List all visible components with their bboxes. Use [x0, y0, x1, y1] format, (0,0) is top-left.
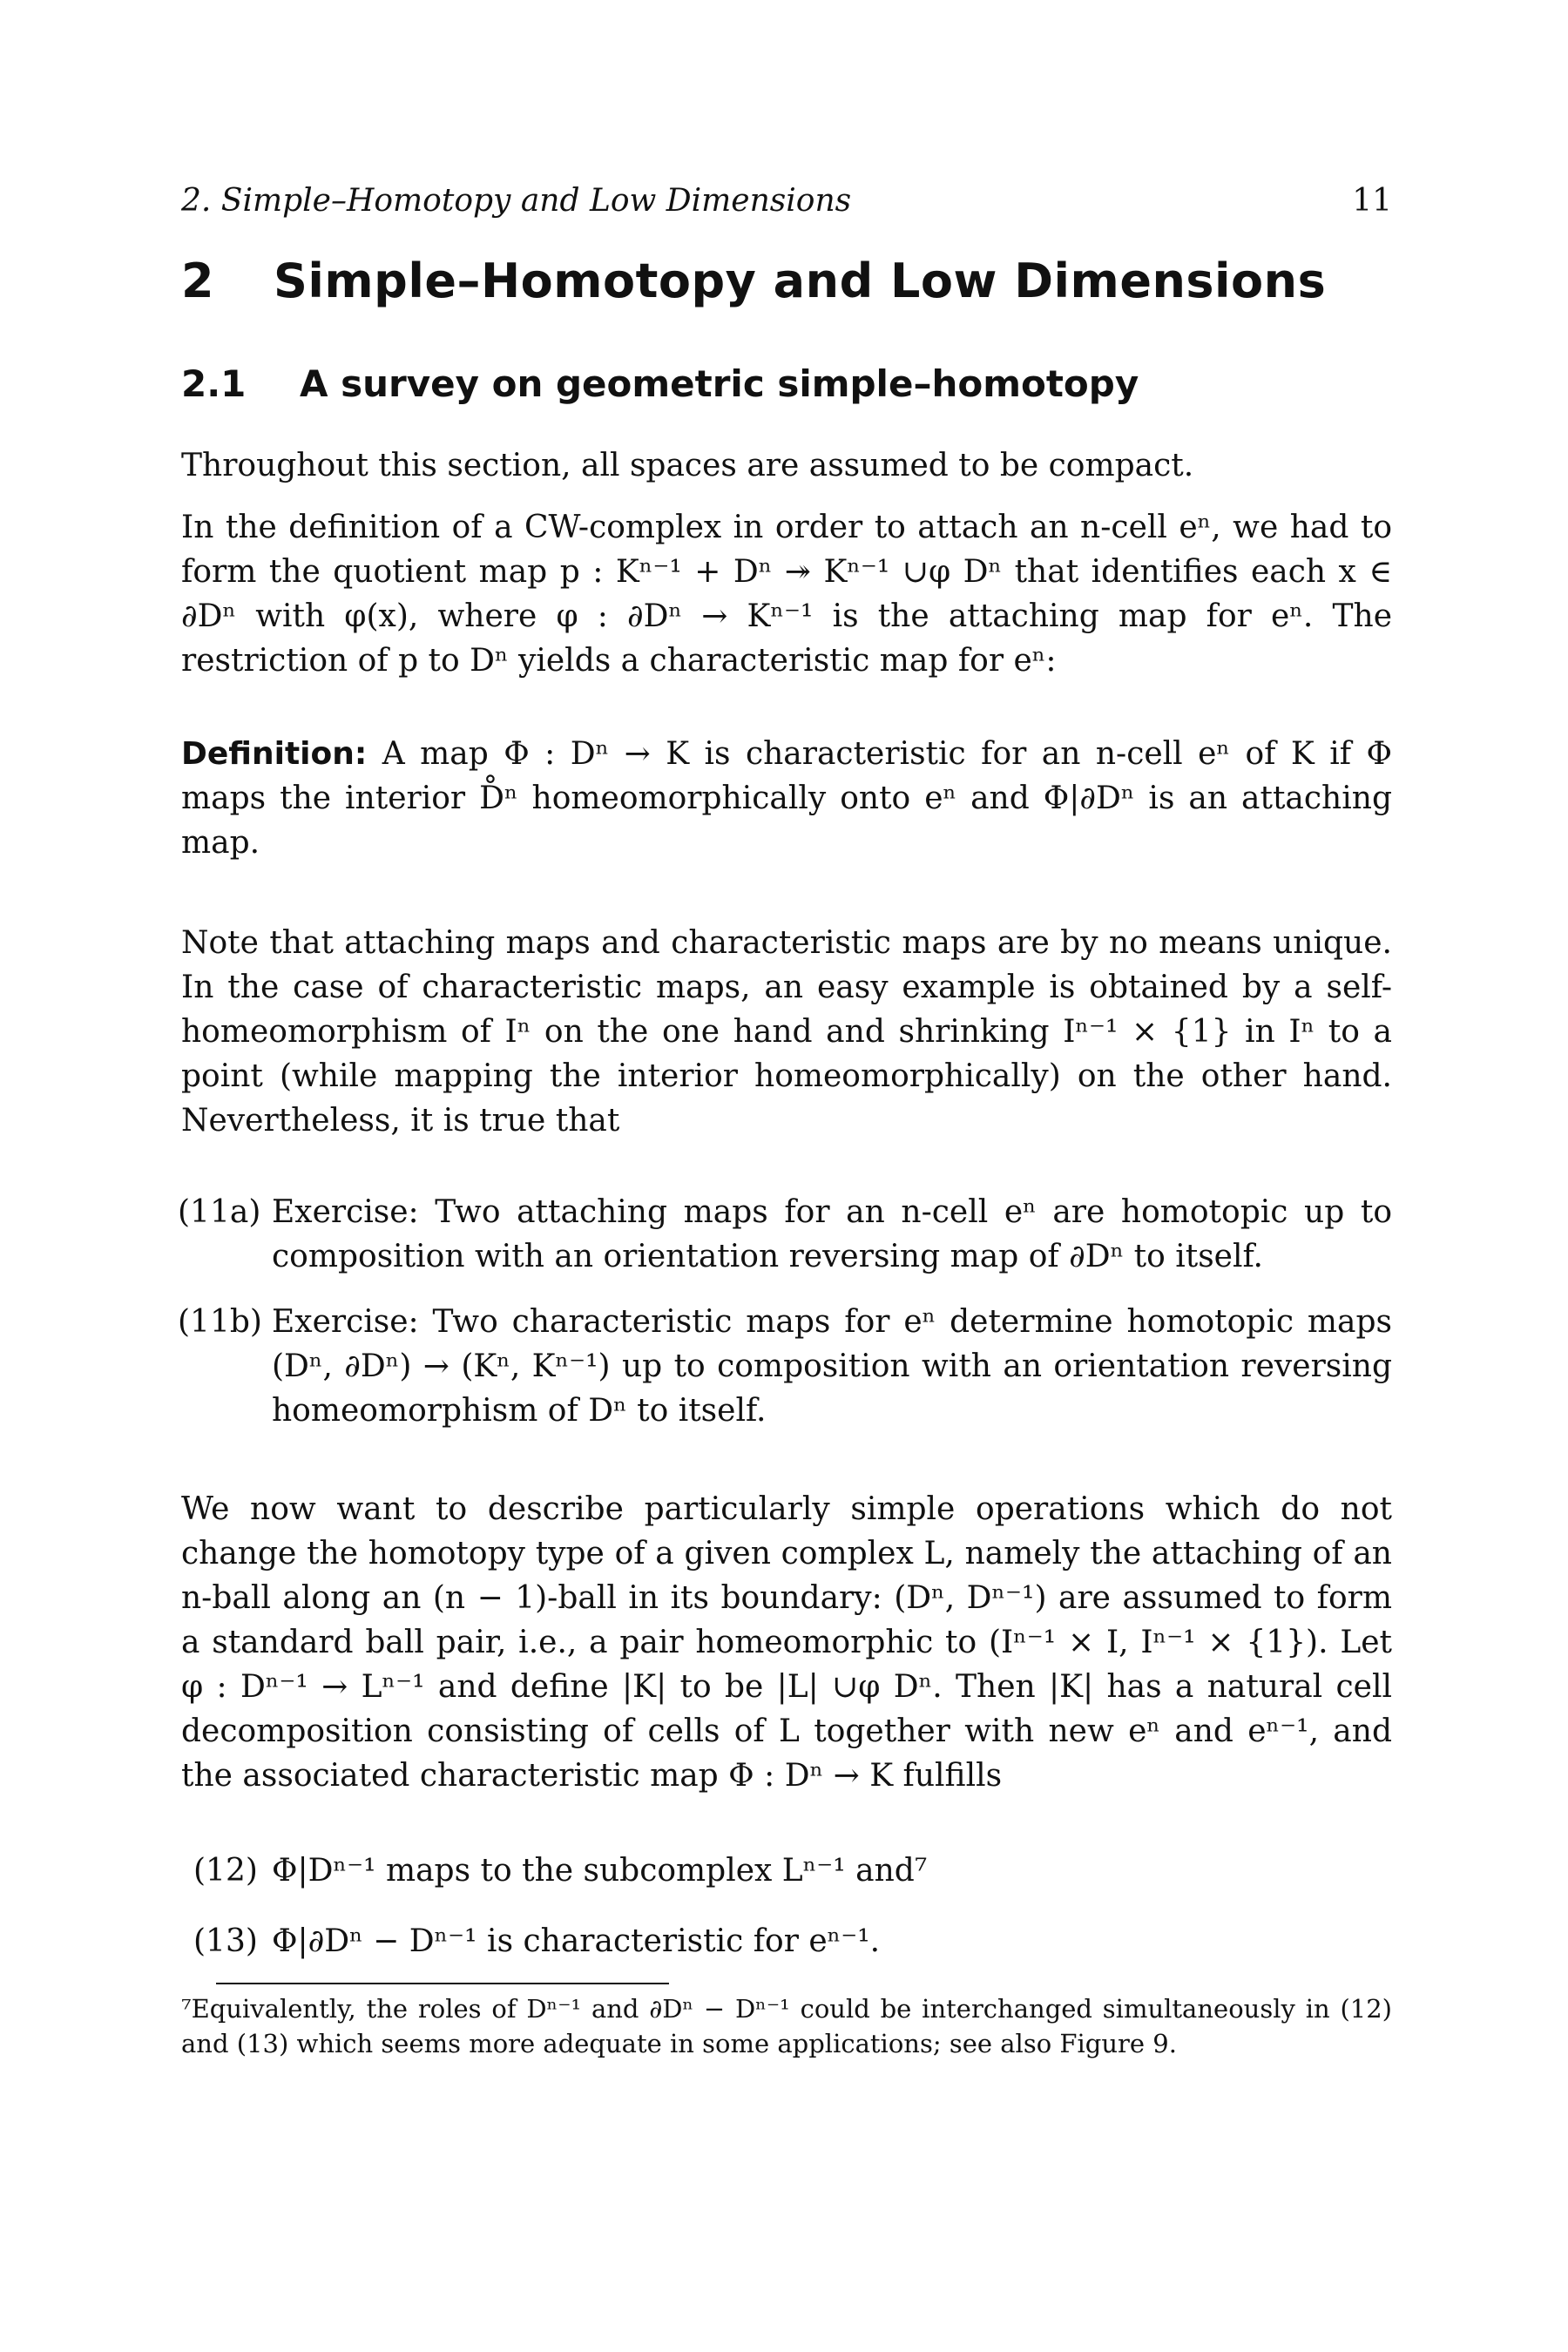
exercise-label: (11a) [178, 1194, 261, 1230]
condition-label: (12) [193, 1853, 258, 1889]
exercise-label: (11b) [178, 1304, 262, 1340]
section-title: A survey on geometric simple–homotopy [300, 362, 1139, 405]
exercise-11b [178, 1300, 1392, 1433]
definition-label: Definition: [181, 736, 368, 772]
section-number: 2.1 [181, 362, 247, 405]
footnote-rule [216, 1983, 669, 1984]
section-heading [181, 362, 1392, 405]
paragraph-cw-complex: In the definition of a CW-complex in order to attach an n-cell eⁿ, we had to form the quotient map p : Kⁿ⁻¹ + Dⁿ ↠ Kⁿ⁻¹ ∪φ Dⁿ that identifies each x ∈ ∂Dⁿ with φ(x), where φ : ∂Dⁿ → Kⁿ⁻¹ is the attaching map for eⁿ. The restriction of p to Dⁿ yields a characteristic map for eⁿ: [181, 510, 1392, 679]
running-head [181, 183, 1392, 219]
chapter-heading [181, 253, 1392, 308]
paragraph-note: Note that attaching maps and characteristic maps are by no means unique. In the case of characteristic maps, an easy example is obtained by a self-homeomorphism of Iⁿ on the one hand and shrinking Iⁿ⁻¹ × {1} in Iⁿ to a point (while mapping the interior homeomorphically) on the other hand. Nevertheless, it is true that [181, 925, 1392, 1139]
exercise-text: Exercise: Two attaching maps for an n-cell eⁿ are homotopic up to composition with an orientation reversing map of ∂Dⁿ to itself. [272, 1194, 1392, 1274]
page-number: 11 [1352, 183, 1392, 219]
condition-label: (13) [193, 1923, 258, 1959]
definition-paragraph [181, 732, 1392, 865]
running-title: 2. Simple–Homotopy and Low Dimensions [181, 183, 852, 219]
exercise-11a [178, 1190, 1392, 1279]
condition-12 [193, 1848, 1392, 1893]
chapter-title: Simple–Homotopy and Low Dimensions [274, 253, 1327, 308]
condition-text: Φ|∂Dⁿ − Dⁿ⁻¹ is characteristic for eⁿ⁻¹. [272, 1923, 881, 1959]
exercise-text: Exercise: Two characteristic maps for eⁿ determine homotopic maps (Dⁿ, ∂Dⁿ) → (Kⁿ, Kⁿ⁻¹) up to composition with an orientation reversing homeomorphism of Dⁿ to itself. [272, 1304, 1392, 1429]
definition-text: A map Φ : Dⁿ → K is characteristic for an n-cell eⁿ of K if Φ maps the interior D̊ⁿ homeomorphically onto eⁿ and Φ|∂Dⁿ is an attaching map. [181, 736, 1392, 861]
condition-13 [193, 1919, 1392, 1963]
page [178, 174, 1392, 2061]
condition-text: Φ|Dⁿ⁻¹ maps to the subcomplex Lⁿ⁻¹ and⁷ [272, 1853, 928, 1889]
paragraph-intro: Throughout this section, all spaces are assumed to be compact. [181, 448, 1194, 483]
paragraph-simple-operations: We now want to describe particularly simple operations which do not change the homotopy type of a given complex L, namely the attaching of an n-ball along an (n − 1)-ball in its boundary: (Dⁿ, Dⁿ⁻¹) are assumed to form a standard ball pair, i.e., a pair homeomorphic to (Iⁿ⁻¹ × I, Iⁿ⁻¹ × {1}). Let φ : Dⁿ⁻¹ → Lⁿ⁻¹ and define |K| to be |L| ∪φ Dⁿ. Then |K| has a natural cell decomposition consisting of cells of L together with new eⁿ and eⁿ⁻¹, and the associated characteristic map Φ : Dⁿ → K fulfills [181, 1491, 1392, 1794]
chapter-number: 2 [181, 253, 215, 308]
footnote-7: ⁷Equivalently, the roles of Dⁿ⁻¹ and ∂Dⁿ − Dⁿ⁻¹ could be interchanged simultaneously in (12) and (13) which seems more adequate in some applications; see also Figure 9. [181, 1994, 1392, 2058]
